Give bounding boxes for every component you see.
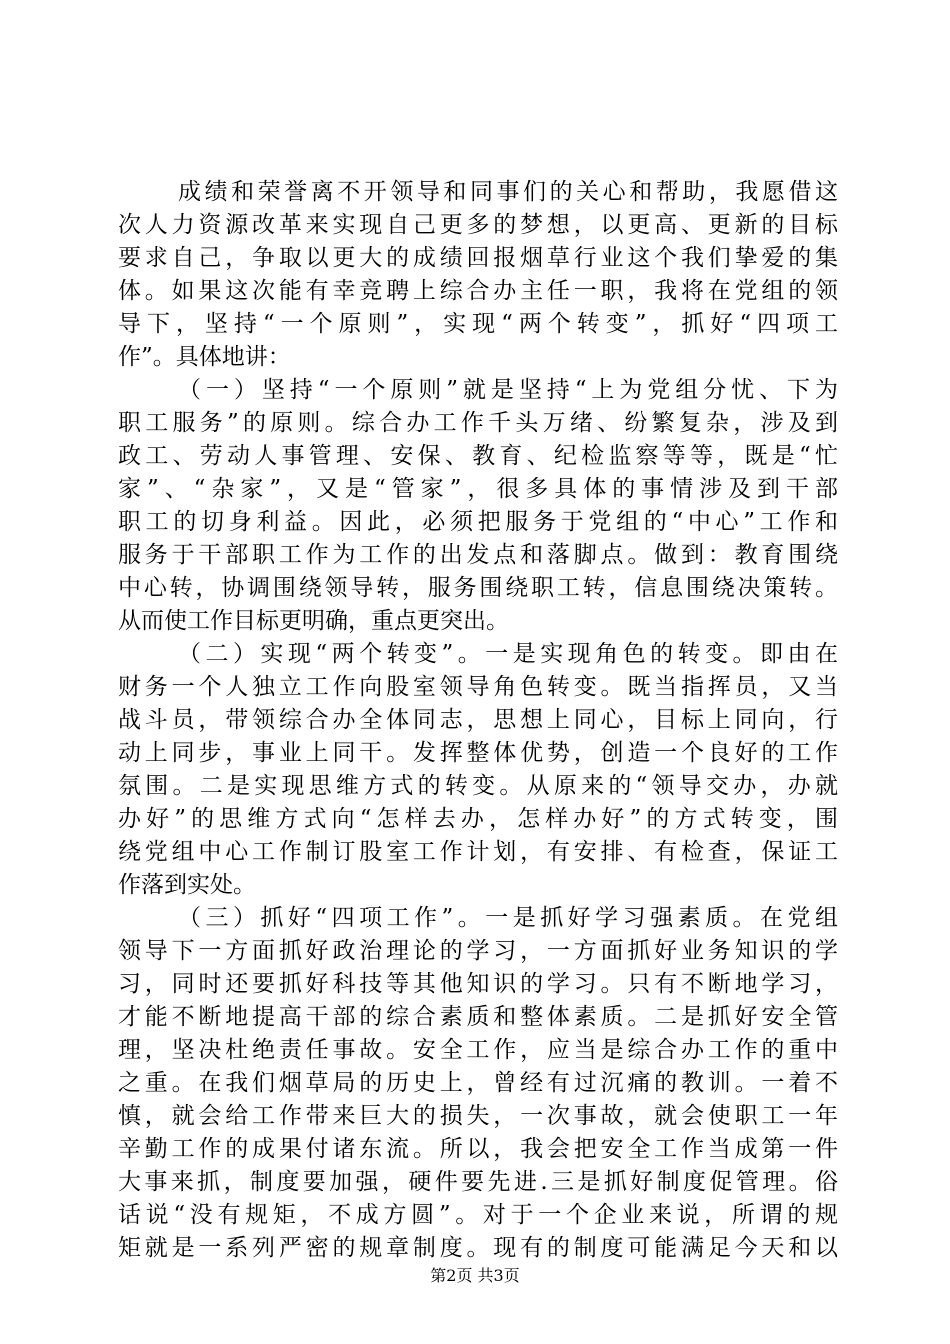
paragraph-2-line-4: 家”、“杂家”，又是“管家”，很多具体的事情涉及到干部	[118, 476, 838, 502]
paragraph-1-line-5: 导下，坚持“一个原则”，实现“两个转变”，抓好“四项工	[118, 311, 838, 337]
paragraph-1-line-3: 要求自己，争取以更大的成绩回报烟草行业这个我们挚爱的集	[118, 245, 838, 271]
paragraph-4-line-3: 习，同时还要抓好科技等其他知识的学习。只有不断地学习，	[118, 971, 838, 997]
page-footer: 第2页 共3页	[430, 1266, 520, 1285]
paragraph-4-line-5: 理，坚决杜绝责任事故。安全工作，应当是综合办工作的重中	[118, 1037, 838, 1063]
paragraph-2-line-6: 服务于干部职工作为工作的出发点和落脚点。做到：教育围绕	[118, 542, 838, 568]
paragraph-3-line-2: 财务一个人独立工作向股室领导角色转变。既当指挥员，又当	[118, 674, 838, 700]
paragraph-3-line-7: 绕党组中心工作制订股室工作计划，有安排、有检查，保证工	[118, 839, 838, 865]
paragraph-4-line-11: 矩就是一系列严密的规章制度。现有的制度可能满足今天和以	[118, 1235, 838, 1261]
paragraph-4-line-2: 领导下一方面抓好政治理论的学习，一方面抓好业务知识的学	[118, 938, 838, 964]
document-body	[118, 176, 838, 1265]
paragraph-4-line-9: 大事来抓，制度要加强，硬件要先进.三是抓好制度促管理。俗	[118, 1169, 838, 1195]
paragraph-4-line-4: 才能不断地提高干部的综合素质和整体素质。二是抓好安全管	[118, 1004, 838, 1030]
paragraph-4-line-7: 慎，就会给工作带来巨大的损失，一次事故，就会使职工一年	[118, 1103, 838, 1129]
paragraph-3-line-3: 战斗员，带领综合办全体同志，思想上同心，目标上同向，行	[118, 707, 838, 733]
paragraph-1-line-1: 成绩和荣誉离不开领导和同事们的关心和帮助，我愿借这	[178, 179, 838, 205]
paragraph-2-line-2: 职工服务”的原则。综合办工作千头万绪、纷繁复杂，涉及到	[118, 410, 838, 436]
paragraph-2-line-7: 中心转，协调围绕领导转，服务围绕职工转，信息围绕决策转。	[118, 575, 838, 601]
paragraph-4-line-10: 话说“没有规矩，不成方圆”。对于一个企业来说，所谓的规	[118, 1202, 838, 1228]
paragraph-1-line-4: 体。如果这次能有幸竞聘上综合办主任一职，我将在党组的领	[118, 278, 838, 304]
paragraph-3-line-4: 动上同步，事业上同干。发挥整体优势，创造一个良好的工作	[118, 740, 838, 766]
paragraph-3-line-5: 氛围。二是实现思维方式的转变。从原来的“领导交办，办就	[118, 773, 838, 799]
paragraph-3-line-8: 作落到实处。	[118, 872, 256, 898]
paragraph-4-line-1: （三）抓好“四项工作”。一是抓好学习强素质。在党组	[178, 905, 838, 931]
paragraph-1-line-6: 作”。具体地讲：	[118, 344, 291, 370]
paragraph-4-line-8: 辛勤工作的成果付诸东流。所以，我会把安全工作当成第一件	[118, 1136, 838, 1162]
paragraph-1-line-2: 次人力资源改革来实现自己更多的梦想，以更高、更新的目标	[118, 212, 838, 238]
paragraph-2-line-1: （一）坚持“一个原则”就是坚持“上为党组分忧、下为	[178, 377, 838, 403]
paragraph-3-line-1: （二）实现“两个转变”。一是实现角色的转变。即由在	[178, 641, 838, 667]
paragraph-2-line-5: 职工的切身利益。因此，必须把服务于党组的“中心”工作和	[118, 509, 838, 535]
paragraph-2-line-3: 政工、劳动人事管理、安保、教育、纪检监察等等，既是“忙	[118, 443, 838, 469]
paragraph-2-line-8: 从而使工作目标更明确，重点更突出。	[118, 608, 509, 634]
paragraph-4-line-6: 之重。在我们烟草局的历史上，曾经有过沉痛的教训。一着不	[118, 1070, 838, 1096]
paragraph-3-line-6: 办好”的思维方式向“怎样去办，怎样办好”的方式转变，围	[118, 806, 838, 832]
